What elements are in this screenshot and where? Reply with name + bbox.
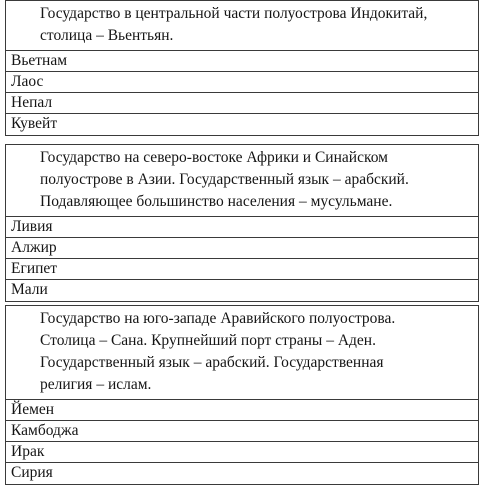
question-table-1 (5, 0, 479, 136)
question-line: полуострове в Азии. Государственный язык – арабский. (40, 171, 409, 188)
answer-option-syria[interactable]: Сирия (11, 464, 53, 481)
answer-option-libya[interactable]: Ливия (6, 217, 478, 238)
question-line: Государство на юго-западе Аравийского полуострова. (40, 310, 396, 327)
answer-option-iraq[interactable]: Ирак (6, 442, 478, 463)
question-line: Столица – Сана. Крупнейший порт страны – Аден. (40, 332, 376, 349)
answer-option-vietnam[interactable]: Вьетнам (6, 51, 478, 72)
question-line: Государство на северо-востоке Африки и Синайском (40, 149, 388, 166)
question-line: Государственный язык – арабский. Государственная (40, 354, 384, 371)
answer-option-yemen[interactable]: Йемен (6, 400, 478, 421)
question-text-2 (6, 145, 478, 217)
answer-option-cambodia[interactable]: Камбоджа (6, 421, 478, 442)
answer-option-egypt[interactable]: Египет (6, 259, 478, 280)
question-line: религия – ислам. (40, 376, 152, 393)
question-table-3 (5, 305, 479, 485)
answer-option-nepal[interactable]: Непал (6, 93, 478, 114)
question-text-1 (6, 1, 478, 51)
question-text-3 (6, 306, 478, 400)
question-table-2 (5, 144, 479, 302)
answer-option-mali[interactable]: Мали (11, 281, 48, 298)
answer-option-algeria[interactable]: Алжир (6, 238, 478, 259)
question-line: столица – Вьентьян. (40, 27, 174, 44)
question-line: Подавляющее большинство населения – мусульмане. (40, 193, 393, 210)
answer-option-laos[interactable]: Лаос (6, 72, 478, 93)
question-line: Государство в центральной части полуострова Индокитай, (40, 5, 428, 22)
answer-option-kuwait[interactable]: Кувейт (11, 115, 58, 132)
